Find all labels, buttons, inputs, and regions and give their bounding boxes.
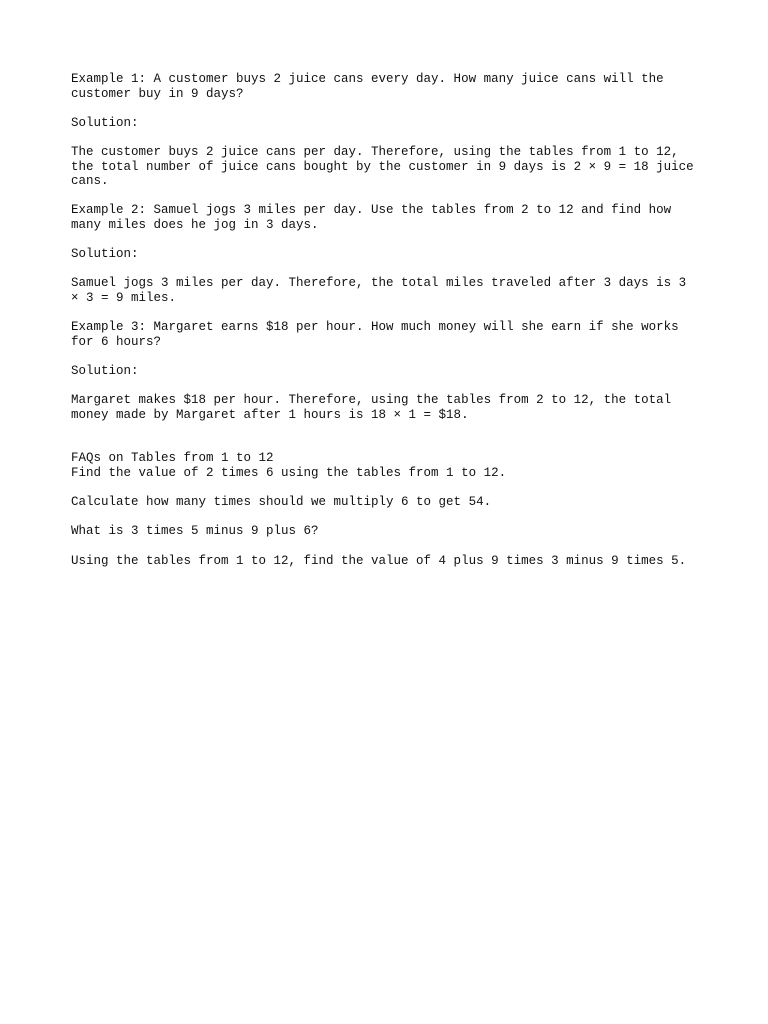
text-line: the total number of juice cans bought by the customer in 9 days is 2 × 9 = 18 juice <box>71 159 694 174</box>
faqs-heading: FAQs on Tables from 1 to 12 <box>71 451 274 466</box>
faq-item-3 <box>71 524 711 539</box>
text-line: Example 3: Margaret earns $18 per hour. How much money will she earn if she works <box>71 320 679 335</box>
example-3-solution-label <box>71 364 711 379</box>
example-3-question <box>71 320 711 349</box>
example-2-question <box>71 203 711 232</box>
text-line: The customer buys 2 juice cans per day. Therefore, using the tables from 1 to 12, <box>71 144 679 159</box>
spacer <box>71 437 711 452</box>
faq-item-1 <box>71 466 711 481</box>
text-line: many miles does he jog in 3 days. <box>71 217 319 232</box>
document-body <box>71 72 711 583</box>
text-line: Margaret makes $18 per hour. Therefore, using the tables from 2 to 12, the total <box>71 393 672 408</box>
example-3-solution <box>71 393 711 422</box>
text-line: × 3 = 9 miles. <box>71 290 177 305</box>
text-line: Samuel jogs 3 miles per day. Therefore, the total miles traveled after 3 days is 3 <box>71 276 687 291</box>
faq-text: Using the tables from 1 to 12, find the value of 4 plus 9 times 3 minus 9 times 5. <box>71 553 687 568</box>
faq-item-4 <box>71 554 711 569</box>
faq-text: Calculate how many times should we multiply 6 to get 54. <box>71 495 492 510</box>
solution-label: Solution: <box>71 363 139 378</box>
text-line: money made by Margaret after 1 hours is 18 × 1 = $18. <box>71 407 469 422</box>
text-line: Example 2: Samuel jogs 3 miles per day. Use the tables from 2 to 12 and find how <box>71 203 672 218</box>
text-line: cans. <box>71 174 109 189</box>
example-1-solution-label <box>71 116 711 131</box>
example-1-question <box>71 72 711 101</box>
faq-item-2 <box>71 495 711 510</box>
example-2-solution <box>71 276 711 305</box>
faq-text: What is 3 times 5 minus 9 plus 6? <box>71 524 319 539</box>
example-2-solution-label <box>71 247 711 262</box>
text-line: for 6 hours? <box>71 334 162 349</box>
solution-label: Solution: <box>71 115 139 130</box>
text-line: Example 1: A customer buys 2 juice cans every day. How many juice cans will the <box>71 72 664 86</box>
solution-label: Solution: <box>71 247 139 262</box>
faq-text: Find the value of 2 times 6 using the tables from 1 to 12. <box>71 466 507 481</box>
text-line: customer buy in 9 days? <box>71 86 244 101</box>
example-1-solution <box>71 145 711 189</box>
